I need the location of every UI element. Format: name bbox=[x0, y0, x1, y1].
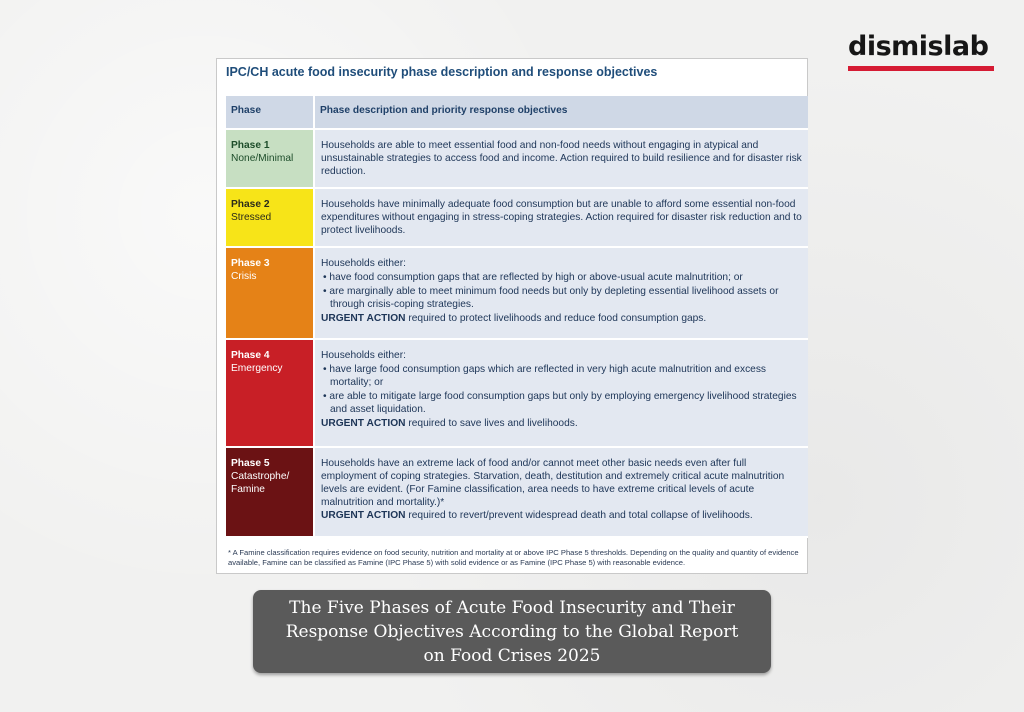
description-text: Households either: bbox=[321, 258, 406, 269]
description-text: Households have minimally adequate food consumption but are unable to afford some essential non-food expenditures without engaging in stress-coping strategies. Action required for disaster risk reduction and to protect livelihoods. bbox=[321, 199, 802, 236]
description-text: Households are able to meet essential food and non-food needs without engaging in atypical and unsustainable strategies to access food and income. Action required to build resilience and for disaster risk reduction. bbox=[321, 140, 802, 177]
phase-name: Phase 2 bbox=[231, 199, 270, 210]
phase-name: Phase 1 bbox=[231, 140, 270, 151]
header-description: Phase description and priority response objectives bbox=[314, 96, 808, 129]
phase-description bbox=[314, 129, 808, 188]
phase-cell bbox=[226, 129, 314, 188]
phase-table bbox=[226, 96, 808, 538]
ipc-document-card bbox=[216, 58, 808, 574]
phase-name: Phase 4 bbox=[231, 350, 270, 361]
phase-description bbox=[314, 339, 808, 447]
phase-label: None/Minimal bbox=[231, 153, 294, 164]
phase-cell bbox=[226, 188, 314, 247]
footnote: * A Famine classification requires evidence on food security, nutrition and mortality at or above IPC Phase 5 thresholds. Depending on the quality and quantity of evidence available, Famine can be classified as Famine (IPC Phase 5) with solid evidence or as Famine (IPC Phase 5) with reasonable evidence. bbox=[228, 548, 799, 567]
phase-label: Crisis bbox=[231, 271, 257, 282]
urgent-action bbox=[321, 417, 802, 430]
phase-description bbox=[314, 188, 808, 247]
table-row bbox=[226, 339, 808, 447]
logo-text: dismislab bbox=[848, 31, 989, 62]
phase-cell bbox=[226, 447, 314, 537]
dismislab-logo bbox=[848, 32, 996, 71]
description-bullet: • have food consumption gaps that are reflected by high or above-usual acute malnutrition; or bbox=[323, 272, 743, 283]
phase-rows bbox=[226, 129, 808, 537]
table-row bbox=[226, 447, 808, 537]
phase-description bbox=[314, 447, 808, 537]
phase-name: Phase 5 bbox=[231, 458, 270, 469]
phase-label: Catastrophe/ Famine bbox=[231, 471, 290, 495]
description-bullet: • are marginally able to meet minimum food needs but only by depleting essential livelihood assets or through crisis-coping strategies. bbox=[323, 286, 779, 310]
urgent-action-text: required to revert/prevent widespread death and total collapse of livelihoods. bbox=[405, 510, 753, 521]
caption-text: The Five Phases of Acute Food Insecurity and Their Response Objectives According to the Global Report on Food Crises 2025 bbox=[285, 597, 739, 666]
description-bullet: • are able to mitigate large food consumption gaps but only by employing emergency livelihood strategies and asset liquidation. bbox=[323, 391, 797, 415]
phase-name: Phase 3 bbox=[231, 258, 270, 269]
urgent-action-text: required to protect livelihoods and reduce food consumption gaps. bbox=[405, 313, 707, 324]
table-row bbox=[226, 129, 808, 188]
phase-cell bbox=[226, 339, 314, 447]
urgent-action bbox=[321, 509, 802, 522]
table-row bbox=[226, 188, 808, 247]
phase-cell bbox=[226, 247, 314, 339]
header-phase: Phase bbox=[226, 96, 314, 129]
phase-description bbox=[314, 247, 808, 339]
logo-underline bbox=[848, 66, 994, 71]
phase-label: Stressed bbox=[231, 212, 272, 223]
caption-box bbox=[253, 590, 771, 673]
phase-label: Emergency bbox=[231, 363, 283, 374]
urgent-action bbox=[321, 312, 802, 325]
urgent-action-label: URGENT ACTION bbox=[321, 418, 406, 429]
table-header-row bbox=[226, 96, 808, 129]
description-text: Households either: bbox=[321, 350, 406, 361]
description-text: Households have an extreme lack of food and/or cannot meet other basic needs even after full employment of coping strategies. Starvation, death, destitution and extremely critical acute malnutrition levels are evident. (For Famine classification, area needs to have extreme critical levels of acute malnutrition and mortality.)* bbox=[321, 458, 785, 508]
table-row bbox=[226, 247, 808, 339]
urgent-action-text: required to save lives and livelihoods. bbox=[405, 418, 578, 429]
document-title: IPC/CH acute food insecurity phase description and response objectives bbox=[226, 65, 658, 79]
urgent-action-label: URGENT ACTION bbox=[321, 510, 406, 521]
description-bullet: • have large food consumption gaps which are reflected in very high acute malnutrition and excess mortality; or bbox=[323, 364, 767, 388]
urgent-action-label: URGENT ACTION bbox=[321, 313, 406, 324]
